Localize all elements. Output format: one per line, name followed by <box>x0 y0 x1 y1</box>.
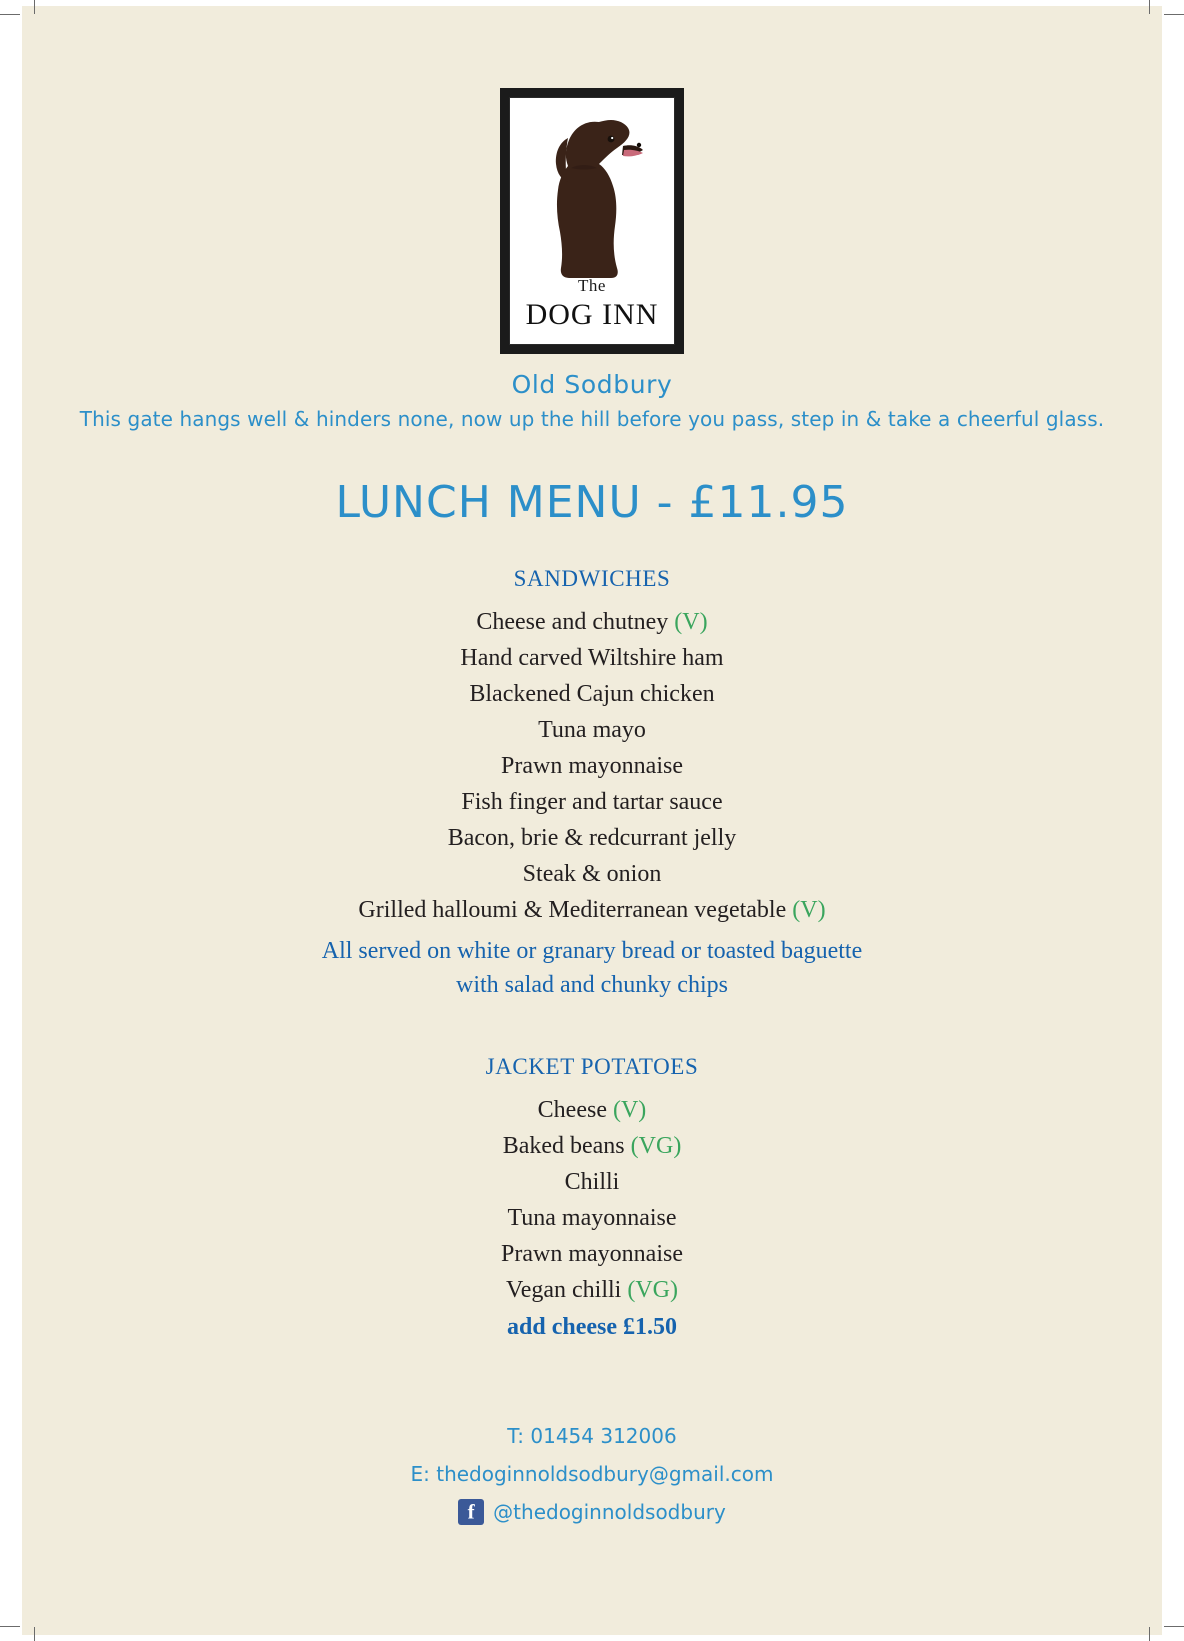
section-jacket-potatoes <box>0 1054 1184 1341</box>
menu-item-name: Bacon, brie & redcurrant jelly <box>447 825 737 851</box>
menu-item <box>0 856 1184 892</box>
menu-item-tag: (V) <box>792 897 826 923</box>
menu-item <box>0 676 1184 712</box>
menu-item-name: Tuna mayonnaise <box>507 1205 677 1232</box>
menu-item-tag: (V) <box>674 609 708 635</box>
menu-item <box>0 1272 1184 1308</box>
section-note: with salad and chunky chips <box>456 972 728 999</box>
village-name: Old Sodbury <box>511 370 673 399</box>
section-heading: SANDWICHES <box>513 566 671 591</box>
crop-mark-bottom-right <box>1149 1627 1150 1641</box>
menu-item <box>0 1164 1184 1200</box>
section-note: All served on white or granary bread or toasted baguette <box>321 938 863 964</box>
menu-item <box>0 820 1184 856</box>
menu-item-tag: (V) <box>612 1097 647 1124</box>
social-link[interactable] <box>0 1499 1184 1525</box>
menu-item-name: Cheese <box>537 1097 607 1124</box>
menu-item <box>0 748 1184 784</box>
menu-item-name: Vegan chilli <box>506 1277 622 1304</box>
menu-item-name: Fish finger and tartar sauce <box>461 789 723 815</box>
crop-mark-bottom-left <box>0 1626 20 1627</box>
social-handle: @thedoginnoldsodbury <box>493 1500 726 1525</box>
menu-item-name: Cheese and chutney <box>476 609 669 635</box>
menu-item <box>0 1200 1184 1236</box>
footer <box>0 1417 1184 1525</box>
logo <box>500 88 684 354</box>
menu-item <box>0 784 1184 820</box>
logo-the-text: The <box>578 276 606 295</box>
menu-item-tag: (VG) <box>630 1133 682 1160</box>
menu-item <box>0 1092 1184 1128</box>
menu-item <box>0 712 1184 748</box>
menu-item-name: Hand carved Wiltshire ham <box>460 645 724 671</box>
logo-name-text: DOG INN <box>525 298 659 331</box>
menu-item-tag: (VG) <box>627 1277 678 1304</box>
menu-item-name: Prawn mayonnaise <box>501 753 683 779</box>
logo-inner-frame <box>509 97 675 345</box>
crop-mark-bottom-left <box>34 1627 35 1641</box>
menu-item-name: Grilled halloumi & Mediterranean vegetable <box>358 897 787 923</box>
menu-item <box>0 1236 1184 1272</box>
section-heading: JACKET POTATOES <box>485 1054 699 1080</box>
section-sandwiches <box>0 566 1184 1002</box>
menu-item-name: Blackened Cajun chicken <box>469 681 715 707</box>
menu-item-name: Baked beans <box>502 1133 625 1160</box>
menu-item <box>0 1128 1184 1164</box>
page-title: LUNCH MENU - £11.95 <box>335 477 849 528</box>
menu-item-name: Steak & onion <box>522 861 662 887</box>
menu-item-name: Tuna mayo <box>538 717 646 743</box>
facebook-icon <box>458 1499 484 1525</box>
menu-item <box>0 892 1184 928</box>
phone-number[interactable]: T: 01454 312006 <box>507 1424 677 1449</box>
tagline: This gate hangs well & hinders none, now up the hill before you pass, step in & take a cheerful glass. <box>79 407 1105 431</box>
menu-item <box>0 604 1184 640</box>
section-addon: add cheese £1.50 <box>507 1314 677 1341</box>
menu-item-name: Chilli <box>564 1169 620 1196</box>
email-address[interactable]: E: thedoginnoldsodbury@gmail.com <box>410 1462 774 1487</box>
menu-item <box>0 640 1184 676</box>
menu-item-name: Prawn mayonnaise <box>501 1241 683 1268</box>
bleed-bottom <box>0 1635 1184 1641</box>
crop-mark-bottom-right <box>1164 1626 1184 1627</box>
